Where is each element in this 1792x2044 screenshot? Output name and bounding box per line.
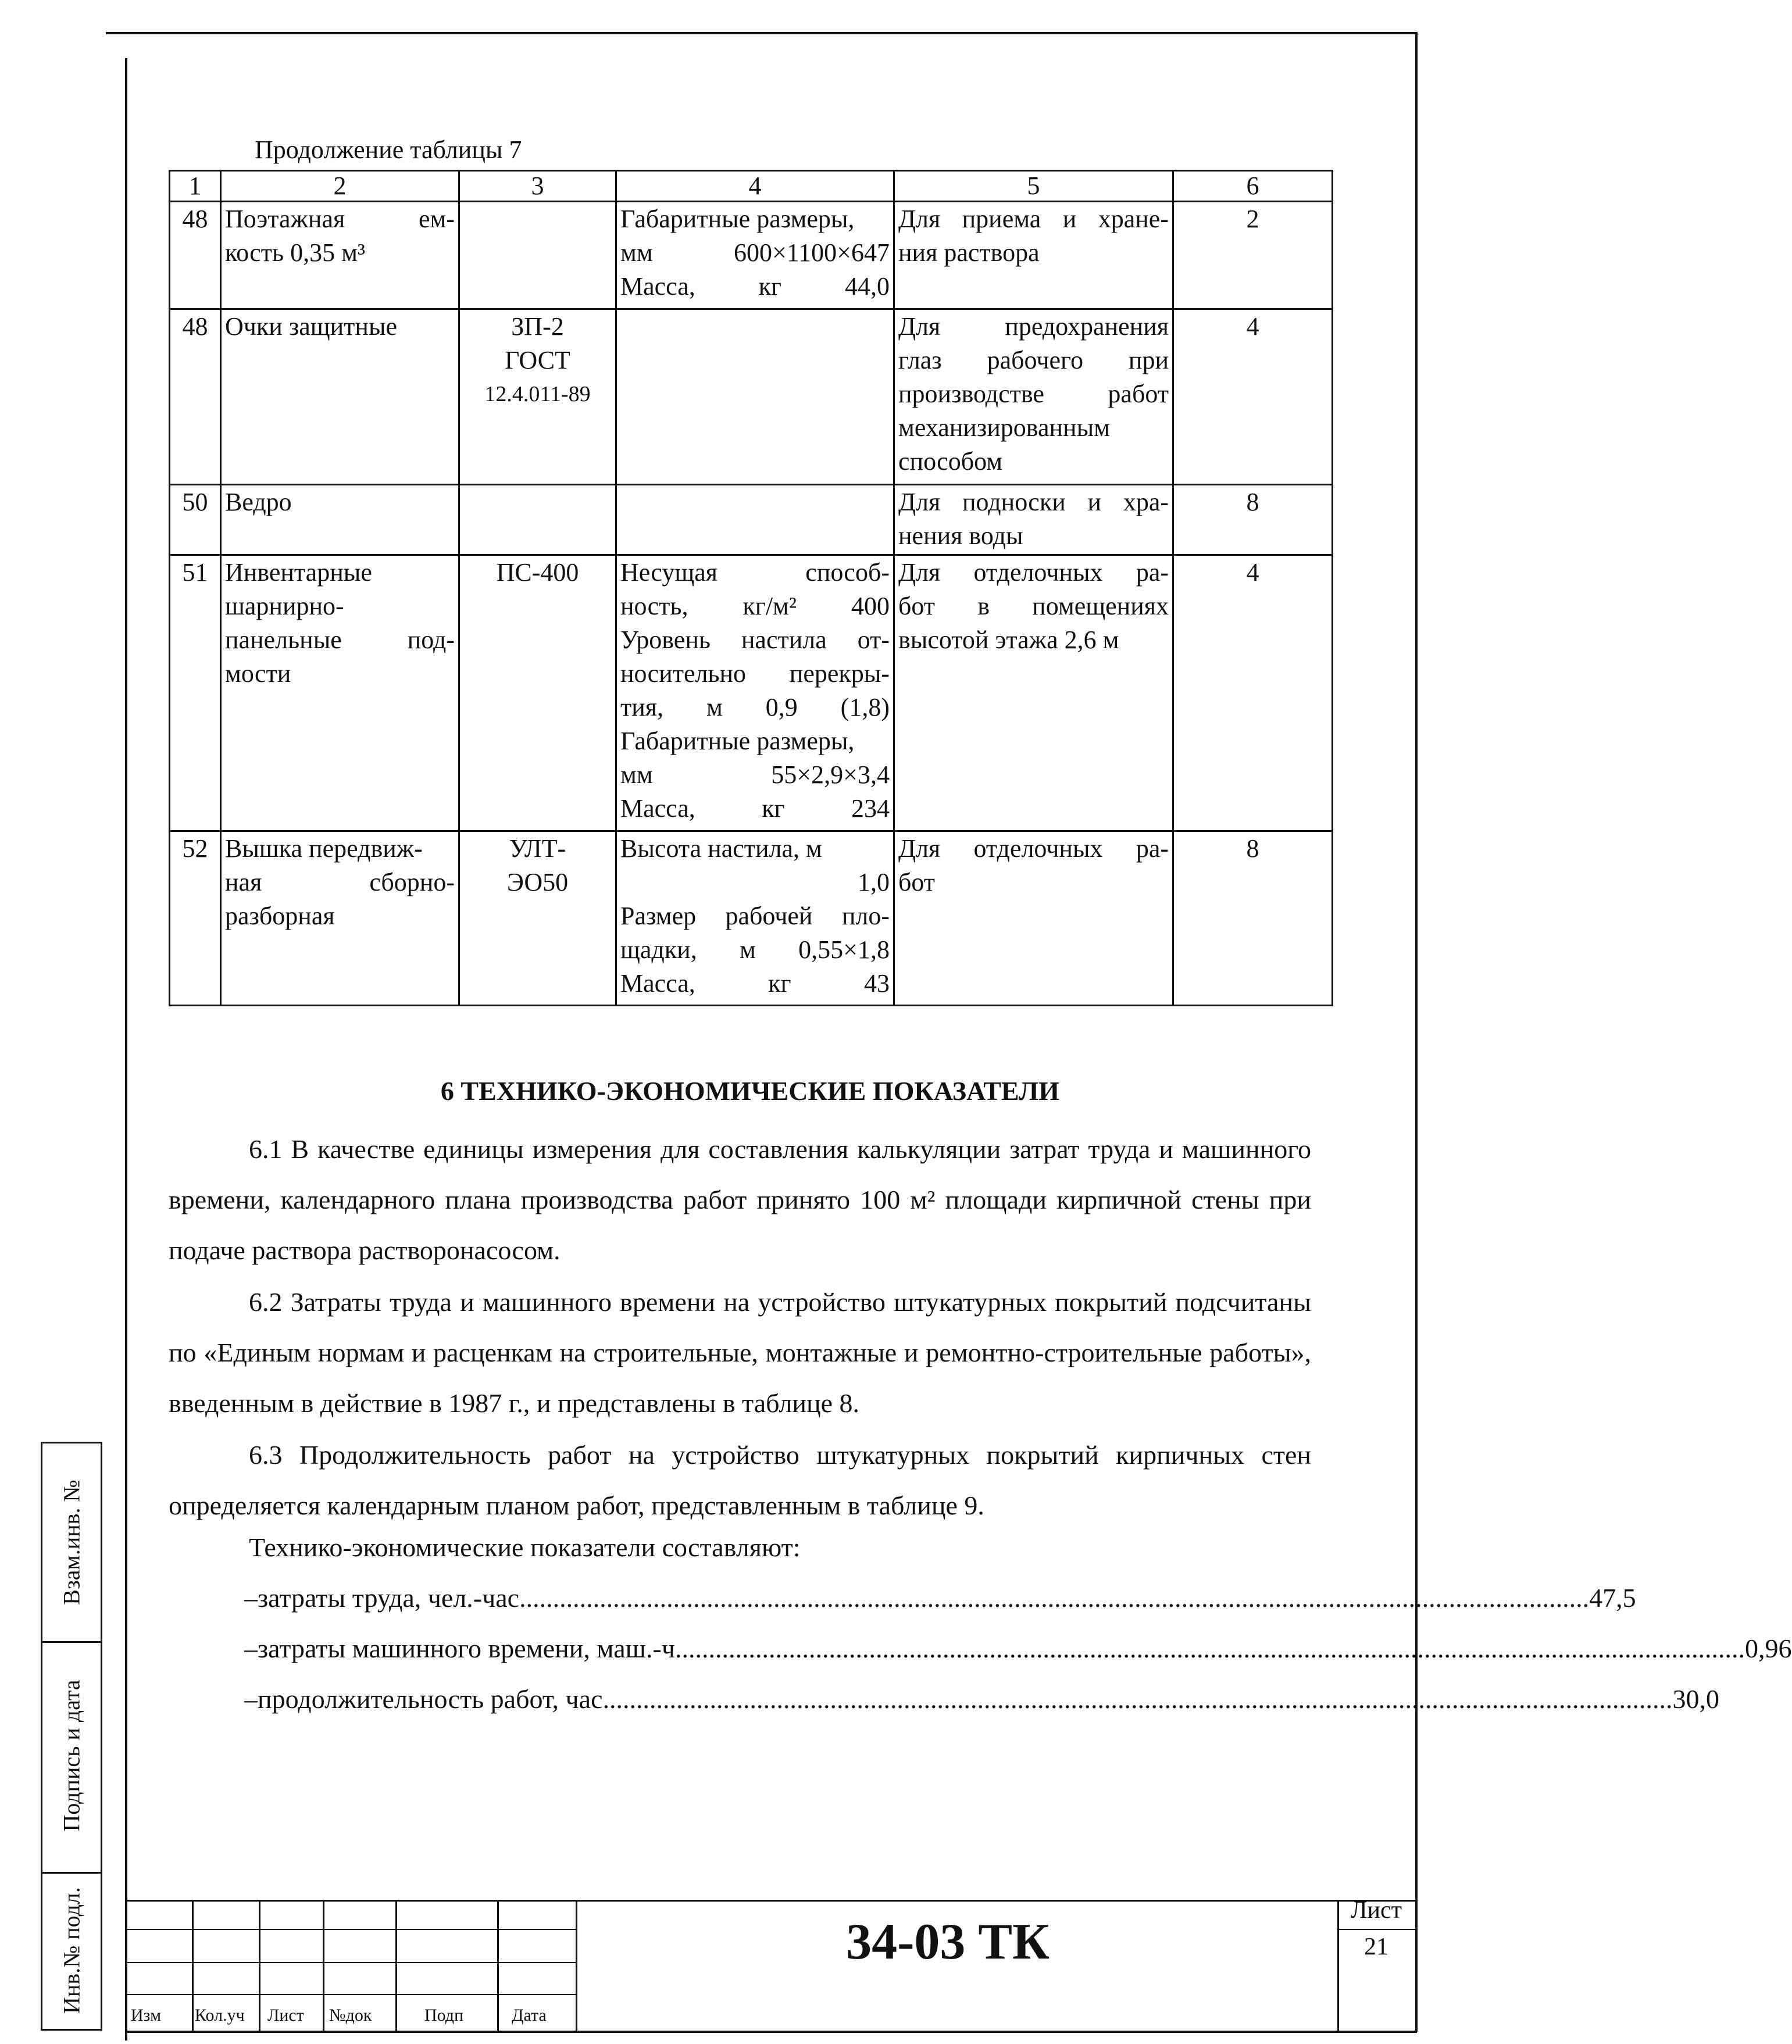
name-line: Ведро <box>225 488 292 516</box>
spec-line: Масса, кг 234 <box>620 794 890 823</box>
title-block-row-line <box>1337 1929 1417 1930</box>
equipment-name <box>221 555 459 831</box>
sheet-label: Лист <box>1351 1897 1402 1924</box>
table-row <box>170 485 1333 555</box>
frame-top-border <box>106 32 1417 34</box>
equipment-mark <box>459 309 616 485</box>
paragraph-6-2 <box>169 1277 1311 1428</box>
spec-line: Масса, кг 43 <box>620 969 890 998</box>
indicators-lead: Технико-экономические показатели составляют: <box>249 1532 801 1562</box>
indicator-label: продолжительность работ, час <box>258 1684 603 1714</box>
spec-line: мм 600×1100×647 <box>620 238 890 267</box>
header-cell: 3 <box>459 171 616 202</box>
indicator-value: 30,0 <box>1672 1684 1719 1714</box>
dash: – <box>244 1634 258 1663</box>
leader-dots: ................................................................................................................................................................ <box>519 1583 1590 1613</box>
equipment-name <box>221 485 459 555</box>
equipment-mark <box>459 485 616 555</box>
spec-line: Габаритные размеры, <box>620 727 855 755</box>
name-line: ная сборно- <box>225 868 455 896</box>
equipment-qty: 4 <box>1173 309 1333 485</box>
title-block-col-line <box>497 1900 499 2032</box>
equipment-name <box>221 831 459 1006</box>
purpose-line: механизированным <box>898 413 1110 442</box>
equipment-mark <box>459 202 616 309</box>
purpose-line: Для отделочных ра- <box>898 834 1169 863</box>
paragraph-text: 6.2 Затраты труда и машинного времени на устройство штукатурных покрытий подсчитаны по «Единым нормам и расценкам на строительные, монтажные и ремонтно-строительные работы», введенным в действие в 1987 г., и представлены в таблице 8. <box>169 1287 1311 1418</box>
table-row <box>170 309 1333 485</box>
purpose-line: бот <box>898 868 936 896</box>
mark-line: 12.4.011-89 <box>484 382 591 406</box>
equipment-purpose <box>894 555 1173 831</box>
row-number: 48 <box>170 309 221 485</box>
dash: – <box>244 1583 258 1613</box>
indicator-duration <box>244 1684 1719 1714</box>
spec-line: Размер рабочей пло- <box>620 902 890 930</box>
sheet-number: 21 <box>1364 1934 1388 1960</box>
mark-line: ЭО50 <box>506 868 569 896</box>
purpose-line: Для подноски и хра- <box>898 488 1169 516</box>
name-line: мости <box>225 659 291 688</box>
purpose-line: глаз рабочего при <box>898 346 1169 374</box>
row-number: 52 <box>170 831 221 1006</box>
spec-line: ность, кг/м² 400 <box>620 592 890 620</box>
leader-dots: ................................................................................................................................................................ <box>602 1684 1673 1714</box>
purpose-line: Для отделочных ра- <box>898 558 1169 587</box>
mark-line: ГОСТ <box>505 346 570 374</box>
indicator-value: 47,5 <box>1589 1583 1636 1613</box>
indicator-value: 0,96 <box>1745 1634 1792 1663</box>
header-cell: 5 <box>894 171 1173 202</box>
equipment-qty: 8 <box>1173 485 1333 555</box>
equipment-mark <box>459 831 616 1006</box>
spec-line: Уровень настила от- <box>620 626 890 654</box>
purpose-line: нения воды <box>898 521 1023 550</box>
equipment-purpose <box>894 831 1173 1006</box>
name-line: Вышка передвиж- <box>225 834 423 863</box>
equipment-purpose <box>894 309 1173 485</box>
paragraph-6-3 <box>169 1430 1311 1531</box>
side-stamp-podpis <box>41 1639 102 1874</box>
col-label-ndok: №док <box>329 2006 372 2025</box>
indicator-label: затраты труда, чел.-час <box>258 1583 520 1613</box>
equipment-spec <box>616 202 894 309</box>
equipment-qty: 2 <box>1173 202 1333 309</box>
title-block-col-line <box>323 1900 324 2032</box>
indicator-labor <box>244 1582 1636 1613</box>
row-number: 50 <box>170 485 221 555</box>
title-block-col-line <box>259 1900 260 2032</box>
spec-line: тия, м 0,9 (1,8) <box>620 693 890 721</box>
equipment-table <box>169 170 1333 1006</box>
frame-bottom-border <box>125 2031 1417 2033</box>
name-line: панельные под- <box>225 626 455 654</box>
col-label-list: Лист <box>267 2006 304 2025</box>
spec-line: Масса, кг 44,0 <box>620 272 890 301</box>
col-label-podp: Подп <box>424 2006 464 2025</box>
header-cell: 2 <box>221 171 459 202</box>
name-line: кость 0,35 м³ <box>225 238 366 267</box>
mark-line: ПС-400 <box>496 558 579 587</box>
spec-line: носительно перекры- <box>620 659 890 688</box>
name-line: Инвентарные <box>225 558 372 587</box>
equipment-purpose <box>894 202 1173 309</box>
title-block-col-line <box>192 1900 194 2032</box>
paragraph-text: 6.1 В качестве единицы измерения для составления калькуляции затрат труда и машинного времени, календарного плана производства работ принято 100 м² площади кирпичной стены при подаче раствора растворонасосом. <box>169 1134 1311 1265</box>
mark-line: ЗП-2 <box>511 312 564 341</box>
side-stamp-label: Инв.№ подл. <box>58 1887 85 2014</box>
dash: – <box>244 1684 258 1714</box>
leader-dots: ................................................................................................................................................................ <box>675 1634 1745 1663</box>
equipment-name <box>221 309 459 485</box>
equipment-mark <box>459 555 616 831</box>
equipment-spec <box>616 831 894 1006</box>
section-title: 6 ТЕХНИКО-ЭКОНОМИЧЕСКИЕ ПОКАЗАТЕЛИ <box>440 1076 1060 1106</box>
side-stamp-inv <box>41 1872 102 2031</box>
paragraph-6-1 <box>169 1124 1311 1275</box>
table-caption: Продолжение таблицы 7 <box>255 135 522 164</box>
purpose-line: Для приема и хране- <box>898 205 1169 233</box>
mark-line: УЛТ- <box>509 834 566 863</box>
header-cell: 1 <box>170 171 221 202</box>
title-block-top-line <box>125 1900 1417 1902</box>
equipment-qty: 8 <box>1173 831 1333 1006</box>
title-block-col-line <box>395 1900 397 2032</box>
spec-line: щадки, м 0,55×1,8 <box>620 935 890 964</box>
row-number: 48 <box>170 202 221 309</box>
document-code: 34-03 ТК <box>846 1914 1050 1970</box>
equipment-spec <box>616 555 894 831</box>
equipment-purpose <box>894 485 1173 555</box>
spec-line: Габаритные размеры, <box>620 205 855 233</box>
table-header-row <box>170 171 1333 202</box>
header-cell: 6 <box>1173 171 1333 202</box>
equipment-spec <box>616 309 894 485</box>
equipment-qty: 4 <box>1173 555 1333 831</box>
equipment-spec <box>616 485 894 555</box>
spec-line: Высота настила, м <box>620 834 822 863</box>
paragraph-text: 6.3 Продолжительность работ на устройство штукатурных покрытий кирпичных стен определяется календарным планом работ, представленным в таблице 9. <box>169 1440 1311 1520</box>
col-label-data: Дата <box>512 2006 547 2025</box>
name-line: Очки защитные <box>225 312 398 341</box>
row-number: 51 <box>170 555 221 831</box>
indicator-machine-time <box>244 1633 1792 1664</box>
purpose-line: бот в помещениях <box>898 592 1169 620</box>
side-stamp-label: Подпись и дата <box>58 1679 85 1832</box>
indicator-label: затраты машинного времени, маш.-ч <box>258 1634 675 1663</box>
table-row <box>170 831 1333 1006</box>
spec-line: мм 55×2,9×3,4 <box>620 760 890 789</box>
header-cell: 4 <box>616 171 894 202</box>
purpose-line: Для предохранения <box>898 312 1169 341</box>
table-row <box>170 202 1333 309</box>
side-stamp-label: Взам.инв. № <box>58 1480 85 1605</box>
equipment-name <box>221 202 459 309</box>
table-row <box>170 555 1333 831</box>
purpose-line: способом <box>898 447 1003 476</box>
col-label-kol-uch: Кол.уч <box>195 2006 245 2025</box>
name-line: разборная <box>225 902 335 930</box>
purpose-line: производстве работ <box>898 380 1169 408</box>
purpose-line: ния раствора <box>898 238 1040 267</box>
side-stamp-vzam <box>41 1442 102 1643</box>
spec-line: Несущая способ- <box>620 558 890 587</box>
purpose-line: высотой этажа 2,6 м <box>898 626 1119 654</box>
spec-line: 1,0 <box>858 868 890 896</box>
name-line: шарнирно- <box>225 592 344 620</box>
frame-right-border <box>1415 32 1418 2032</box>
col-label-izm: Изм <box>131 2006 162 2025</box>
frame-left-border <box>125 58 127 2041</box>
name-line: Поэтажная ем- <box>225 205 455 233</box>
